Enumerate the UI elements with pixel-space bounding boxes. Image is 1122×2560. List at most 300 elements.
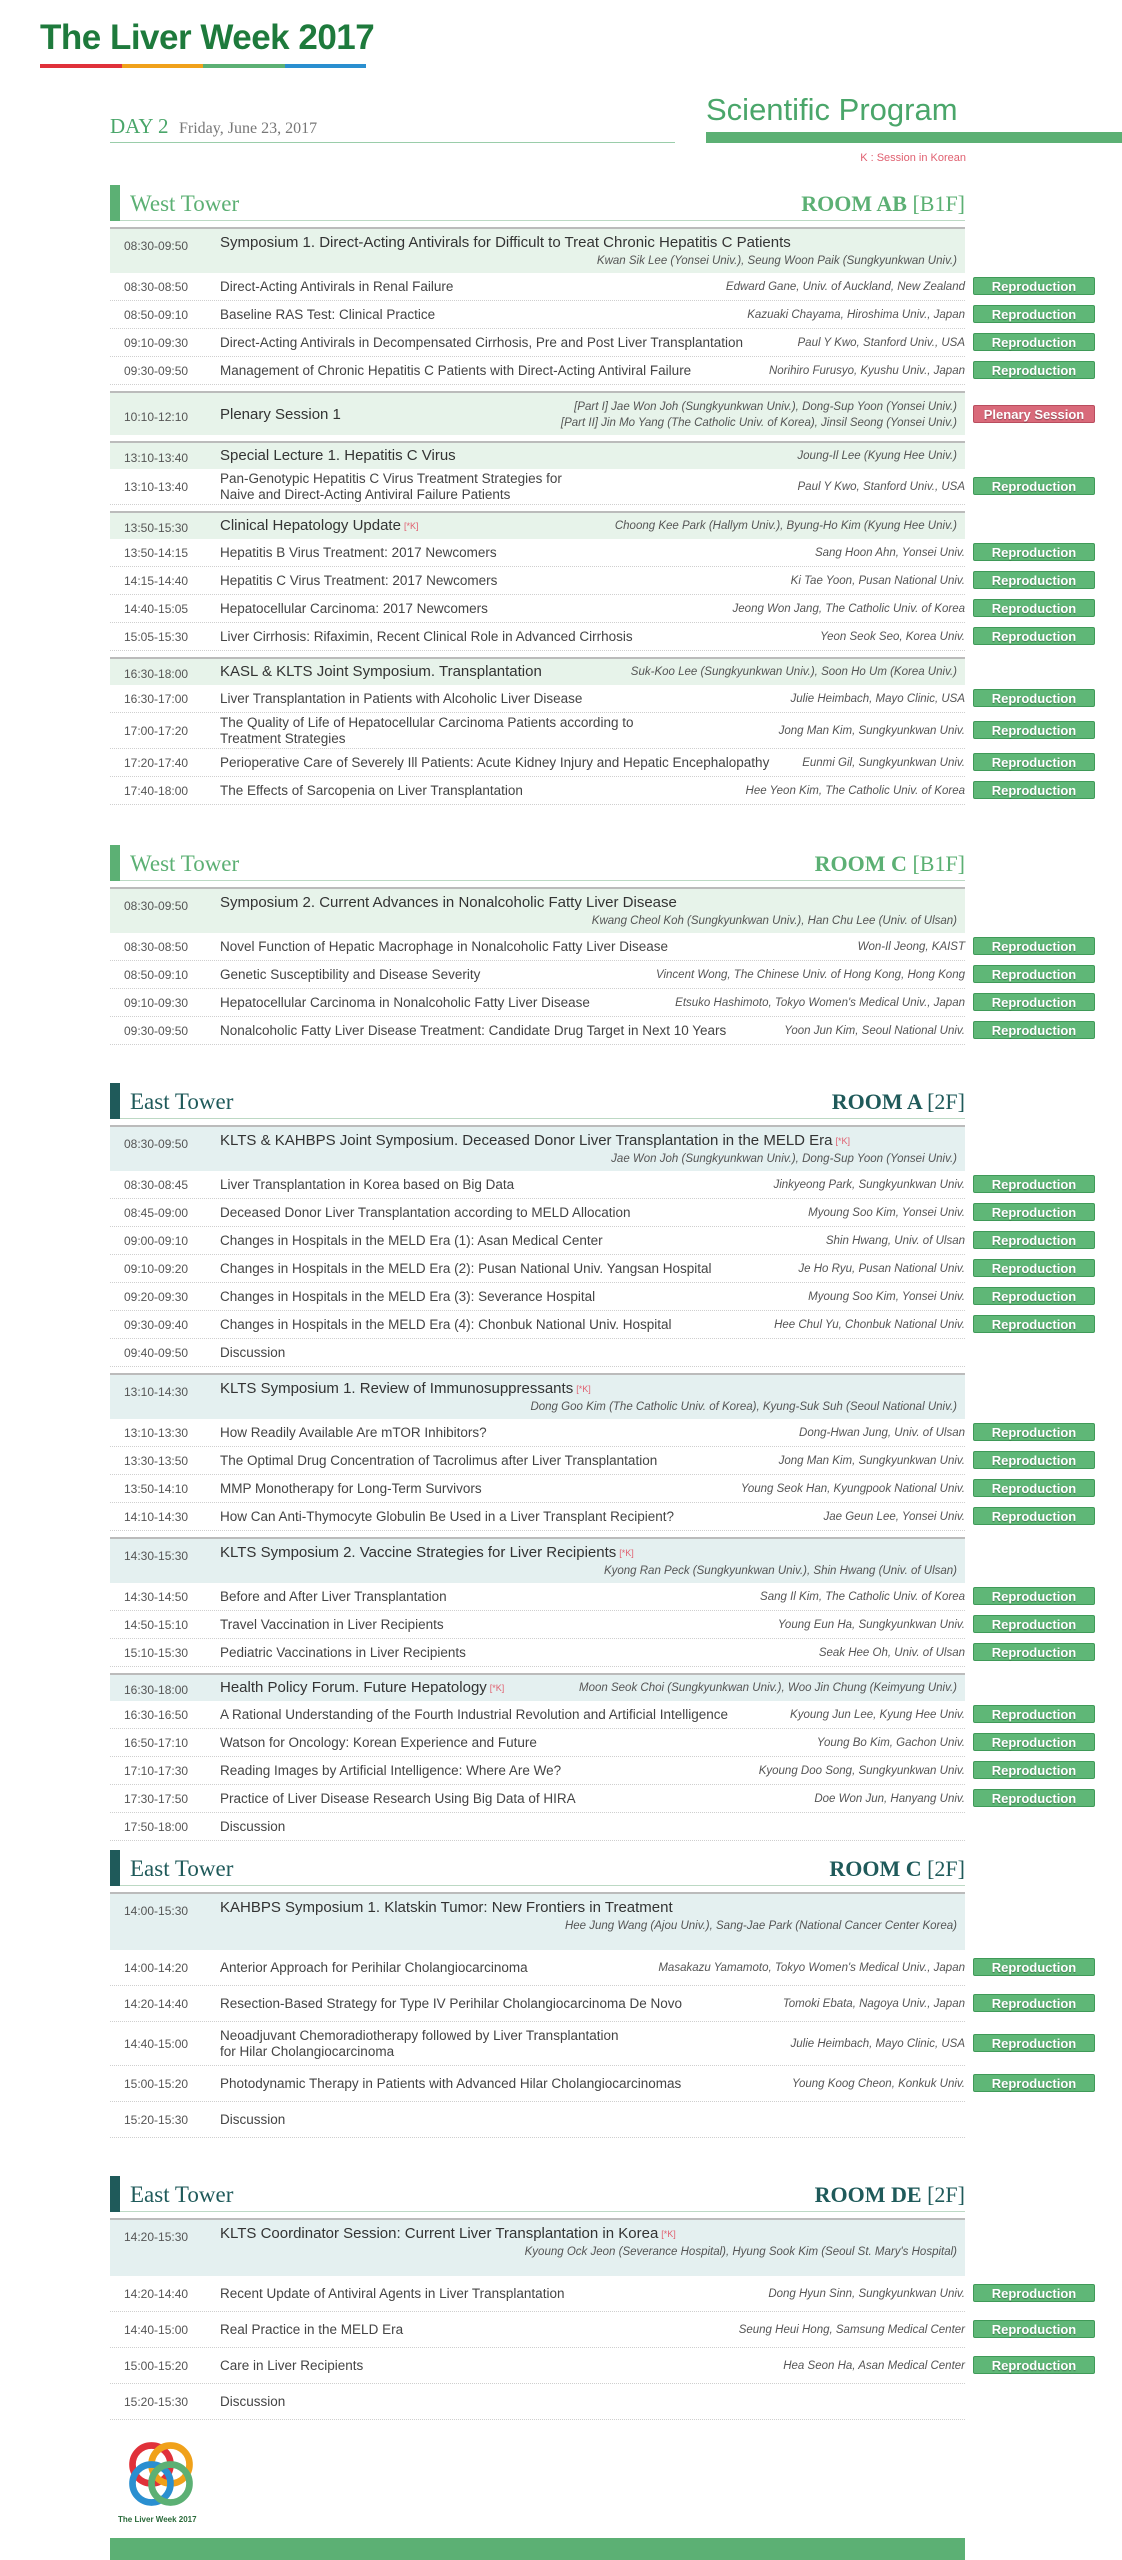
talk-row xyxy=(110,2066,1077,2102)
talk-time: 15:20-15:30 xyxy=(124,2112,189,2127)
talk-time: 14:20-14:40 xyxy=(124,1996,189,2011)
session-block xyxy=(110,227,1077,385)
talk-speaker: Sang Hoon Ahn, Yonsei Univ. xyxy=(814,546,965,559)
talk-speaker: Hee Chul Yu, Chonbuk National Univ. xyxy=(774,1318,965,1331)
talk-speaker: Hea Seon Ha, Asan Medical Center xyxy=(783,2359,965,2372)
talk-time: 14:40-15:00 xyxy=(124,2036,189,2051)
reproduction-button[interactable]: Reproduction xyxy=(973,1958,1095,1976)
session-block xyxy=(110,887,1077,1045)
talk-time: 14:00-14:20 xyxy=(124,1960,189,1975)
talk-title: Travel Vaccination in Liver Recipients xyxy=(220,1616,444,1632)
talk-title: Baseline RAS Test: Clinical Practice xyxy=(220,306,436,322)
day-label: DAY 2 xyxy=(110,114,169,138)
talk-title: Discussion xyxy=(220,2111,286,2127)
talk-row xyxy=(110,685,1077,713)
reproduction-button[interactable]: Reproduction xyxy=(973,993,1095,1011)
talk-title: Before and After Liver Transplantation xyxy=(220,1588,447,1604)
talk-time: 09:30-09:40 xyxy=(124,1317,189,1332)
day-heading xyxy=(110,114,675,143)
reproduction-button[interactable]: Reproduction xyxy=(973,1287,1095,1305)
program-section xyxy=(110,1850,1077,2138)
talk-row xyxy=(110,1785,1077,1813)
room-name: ROOM C xyxy=(829,1856,922,1881)
talk-row xyxy=(110,1199,1077,1227)
session-title: KAHBPS Symposium 1. Klatskin Tumor: New Frontiers in Treatment xyxy=(220,1899,673,1916)
talk-title: Discussion xyxy=(220,1344,286,1360)
section-marker xyxy=(110,845,120,881)
reproduction-button[interactable]: Reproduction xyxy=(973,2356,1095,2374)
talk-title: Real Practice in the MELD Era xyxy=(220,2321,404,2337)
talk-time: 15:00-15:20 xyxy=(124,2358,189,2373)
section-header xyxy=(110,2176,965,2212)
session-chairs: Jae Won Joh (Sungkyunkwan Univ.), Dong-Sup Yoon (Yonsei Univ.) xyxy=(611,1153,957,1165)
talk-time: 15:05-15:30 xyxy=(124,629,189,644)
talk-time: 15:10-15:30 xyxy=(124,1645,189,1660)
talk-row xyxy=(110,1171,1077,1199)
session-chairs: Hee Jung Wang (Ajou Univ.), Sang-Jae Park (National Cancer Center Korea) xyxy=(564,1920,957,1932)
reproduction-button[interactable]: Reproduction xyxy=(973,1615,1095,1633)
session-block xyxy=(110,657,1077,805)
section-room xyxy=(801,191,965,217)
chair-line: [Part II] Jin Mo Yang (The Catholic Univ. of Korea), Jinsil Seong (Yonsei Univ.) xyxy=(560,417,957,429)
talk-speaker: Paul Y Kwo, Stanford Univ., USA xyxy=(797,480,965,493)
session-time: 16:30-18:00 xyxy=(124,1683,189,1697)
talk-row xyxy=(110,539,1077,567)
session-header xyxy=(110,443,965,469)
room-name: ROOM DE xyxy=(814,2182,922,2207)
talk-speaker: Vincent Wong, The Chinese Univ. of Hong Kong, Hong Kong xyxy=(656,968,965,981)
talk-row xyxy=(110,2102,965,2138)
talk-time: 09:30-09:50 xyxy=(124,1023,189,1038)
talk-speaker: Ki Tae Yoon, Pusan National Univ. xyxy=(790,574,965,587)
event-title: The Liver Week 2017 xyxy=(40,18,375,57)
section-room xyxy=(815,2182,965,2208)
talk-title: The Optimal Drug Concentration of Tacrolimus after Liver Transplantation xyxy=(220,1452,658,1468)
talk-row xyxy=(110,273,1077,301)
talk-time: 09:10-09:20 xyxy=(124,1261,189,1276)
talk-row xyxy=(110,1701,1077,1729)
reproduction-button[interactable]: Reproduction xyxy=(973,305,1095,323)
room-floor: [B1F] xyxy=(912,851,965,876)
talk-title: Pediatric Vaccinations in Liver Recipients xyxy=(220,1644,466,1660)
talk-time: 08:30-08:50 xyxy=(124,279,189,294)
talk-title: Anterior Approach for Perihilar Cholangiocarcinoma xyxy=(220,1959,528,1975)
plenary-session-button[interactable]: Plenary Session xyxy=(973,405,1095,423)
talk-row xyxy=(110,1639,1077,1667)
program-title-bar xyxy=(706,132,1122,143)
section-room xyxy=(815,851,965,877)
talk-time: 09:20-09:30 xyxy=(124,1289,189,1304)
reproduction-button[interactable]: Reproduction xyxy=(973,1423,1095,1441)
talk-time: 13:50-14:10 xyxy=(124,1481,189,1496)
room-floor: [2F] xyxy=(927,1089,965,1114)
talk-title: Changes in Hospitals in the MELD Era (1): Asan Medical Center xyxy=(220,1232,603,1248)
talk-time: 14:15-14:40 xyxy=(124,573,189,588)
talk-time: 15:00-15:20 xyxy=(124,2076,189,2091)
talk-speaker: Hee Yeon Kim, The Catholic Univ. of Korea xyxy=(745,784,965,797)
reproduction-button[interactable]: Reproduction xyxy=(973,2320,1095,2338)
session-time: 13:10-13:40 xyxy=(124,451,189,465)
reproduction-button[interactable]: Reproduction xyxy=(973,1994,1095,2012)
talk-time: 09:00-09:10 xyxy=(124,1233,189,1248)
session-title-cell xyxy=(220,1900,965,1946)
talk-row xyxy=(110,713,1077,749)
reproduction-button[interactable]: Reproduction xyxy=(973,1259,1095,1277)
talk-time: 14:10-14:30 xyxy=(124,1509,189,1524)
talk-time: 17:20-17:40 xyxy=(124,755,189,770)
talk-speaker: Jinkyeong Park, Sungkyunkwan Univ. xyxy=(773,1178,965,1191)
talk-speaker: Young Eun Ha, Sungkyunkwan Univ. xyxy=(777,1618,965,1631)
session-block xyxy=(110,1892,1077,2138)
reproduction-button[interactable]: Reproduction xyxy=(973,333,1095,351)
talk-time: 16:30-17:00 xyxy=(124,691,189,706)
reproduction-button[interactable]: Reproduction xyxy=(973,1705,1095,1723)
talk-title: Neoadjuvant Chemoradiotherapy followed by Liver Transplantation for Hilar Cholangiocarcinoma xyxy=(220,2027,619,2059)
section-room xyxy=(832,1089,965,1115)
talk-time: 14:50-15:10 xyxy=(124,1617,189,1632)
reproduction-button[interactable]: Reproduction xyxy=(973,2284,1095,2302)
session-block xyxy=(110,391,1085,435)
talk-title: Pan-Genotypic Hepatitis C Virus Treatment Strategies for Naive and Direct-Acting Antiviral Failure Patients xyxy=(220,470,562,502)
section-marker xyxy=(110,1083,120,1119)
room-name: ROOM A xyxy=(831,1089,922,1114)
talk-title: Resection-Based Strategy for Type IV Perihilar Cholangiocarcinoma De Novo xyxy=(220,1995,682,2011)
talk-title: Perioperative Care of Severely Ill Patients: Acute Kidney Injury and Hepatic Encephalopathy xyxy=(220,754,770,770)
reproduction-button[interactable]: Reproduction xyxy=(973,361,1095,379)
talk-row xyxy=(110,1986,1077,2022)
reproduction-button[interactable]: Reproduction xyxy=(973,277,1095,295)
talk-speaker: Jong Man Kim, Sungkyunkwan Univ. xyxy=(778,724,965,737)
talk-title: Hepatocellular Carcinoma: 2017 Newcomers xyxy=(220,600,488,616)
talk-time: 14:30-14:50 xyxy=(124,1589,189,1604)
reproduction-button[interactable]: Reproduction xyxy=(973,1507,1095,1525)
talk-speaker: Norihiro Furusyo, Kyushu Univ., Japan xyxy=(768,364,965,377)
talk-row xyxy=(110,567,1077,595)
talk-row xyxy=(110,1339,965,1367)
talk-row xyxy=(110,329,1077,357)
talk-row xyxy=(110,2312,1077,2348)
session-chairs: Kwang Cheol Koh (Sungkyunkwan Univ.), Han Chu Lee (Univ. of Ulsan) xyxy=(591,915,957,927)
talk-time: 09:10-09:30 xyxy=(124,995,189,1010)
session-title-cell xyxy=(220,1545,965,1579)
talk-title: Deceased Donor Liver Transplantation according to MELD Allocation xyxy=(220,1204,631,1220)
session-title: KASL & KLTS Joint Symposium. Transplantation xyxy=(220,663,542,680)
reproduction-button[interactable]: Reproduction xyxy=(973,2074,1095,2092)
talk-time: 13:30-13:50 xyxy=(124,1453,189,1468)
session-time: 13:50-15:30 xyxy=(124,521,189,535)
talk-time: 08:30-08:45 xyxy=(124,1177,189,1192)
talk-time: 17:10-17:30 xyxy=(124,1763,189,1778)
talk-speaker: Seung Heui Hong, Samsung Medical Center xyxy=(738,2323,965,2336)
talk-title: A Rational Understanding of the Fourth Industrial Revolution and Artificial Intelligence xyxy=(220,1706,729,1722)
reproduction-button[interactable]: Reproduction xyxy=(973,1587,1095,1605)
session-block xyxy=(110,441,1077,505)
talk-row xyxy=(110,1419,1077,1447)
session-header xyxy=(110,1375,965,1419)
reproduction-button[interactable]: Reproduction xyxy=(973,599,1095,617)
session-time: 08:30-09:50 xyxy=(124,1137,189,1151)
session-header xyxy=(110,1127,965,1171)
talk-title: Discussion xyxy=(220,2393,286,2409)
korean-session-mark: [*K] xyxy=(403,521,419,531)
reproduction-button[interactable]: Reproduction xyxy=(973,721,1095,739)
session-title-cell xyxy=(220,1133,965,1167)
talk-time: 15:20-15:30 xyxy=(124,2394,189,2409)
talk-row xyxy=(110,749,1077,777)
logo-color-segment xyxy=(203,64,285,68)
reproduction-button[interactable]: Reproduction xyxy=(973,1733,1095,1751)
talk-speaker: Won-Il Jeong, KAIST xyxy=(857,940,965,953)
reproduction-button[interactable]: Reproduction xyxy=(973,1451,1095,1469)
session-chairs: Joung-Il Lee (Kyung Hee Univ.) xyxy=(797,450,957,462)
talk-speaker: Jeong Won Jang, The Catholic Univ. of Korea xyxy=(732,602,965,615)
talk-time: 14:20-14:40 xyxy=(124,2286,189,2301)
session-title: Plenary Session 1 xyxy=(220,406,341,423)
talk-row xyxy=(110,1017,1077,1045)
session-chairs: Kwan Sik Lee (Yonsei Univ.), Seung Woon Paik (Sungkyunkwan Univ.) xyxy=(596,255,957,267)
talk-row xyxy=(110,1611,1077,1639)
reproduction-button[interactable]: Reproduction xyxy=(973,1479,1095,1497)
session-block xyxy=(110,511,1077,651)
talk-speaker: Kazuaki Chayama, Hiroshima Univ., Japan xyxy=(747,308,965,321)
talk-row xyxy=(110,933,1077,961)
talk-row xyxy=(110,1283,1077,1311)
session-title-cell xyxy=(220,235,965,269)
session-time: 10:10-12:10 xyxy=(124,410,189,424)
session-header xyxy=(110,889,965,933)
section-header xyxy=(110,185,965,221)
talk-time: 16:30-16:50 xyxy=(124,1707,189,1722)
talk-speaker: Dong Hyun Sinn, Sungkyunkwan Univ. xyxy=(768,2287,965,2300)
talk-title: Photodynamic Therapy in Patients with Advanced Hilar Cholangiocarcinomas xyxy=(220,2075,682,2091)
talk-time: 17:50-18:00 xyxy=(124,1819,189,1834)
talk-row xyxy=(110,2276,1077,2312)
session-title-cell xyxy=(220,1381,965,1415)
session-header xyxy=(110,229,965,273)
session-chairs: Kyoung Ock Jeon (Severance Hospital), Hyung Sook Kim (Seoul St. Mary's Hospital) xyxy=(524,2246,957,2258)
session-chairs: Moon Seok Choi (Sungkyunkwan Univ.), Woo Jin Chung (Keimyung Univ.) xyxy=(579,1682,957,1694)
talk-speaker: Julie Heimbach, Mayo Clinic, USA xyxy=(790,692,965,705)
session-time: 13:10-14:30 xyxy=(124,1385,189,1399)
talk-speaker: Jae Geun Lee, Yonsei Univ. xyxy=(823,1510,965,1523)
talk-title: How Readily Available Are mTOR Inhibitors? xyxy=(220,1424,487,1440)
reproduction-button[interactable]: Reproduction xyxy=(973,2034,1095,2052)
session-header xyxy=(110,513,965,539)
program-section xyxy=(110,2176,1077,2420)
session-title: KLTS Symposium 1. Review of Immunosuppressants xyxy=(220,1380,574,1397)
session-chairs: Suk-Koo Lee (Sungkyunkwan Univ.), Soon Ho Um (Korea Univ.) xyxy=(630,666,957,678)
talk-row xyxy=(110,469,1077,505)
session-title-cell xyxy=(220,895,965,929)
reproduction-button[interactable]: Reproduction xyxy=(973,689,1095,707)
day-date: Friday, June 23, 2017 xyxy=(179,120,318,137)
reproduction-button[interactable]: Reproduction xyxy=(973,627,1095,645)
session-title-cell xyxy=(220,1680,965,1696)
talk-title: Hepatocellular Carcinoma in Nonalcoholic Fatty Liver Disease xyxy=(220,994,590,1010)
program-section xyxy=(110,845,1077,1045)
session-block xyxy=(110,1537,1077,1667)
talk-time: 16:50-17:10 xyxy=(124,1735,189,1750)
talk-speaker: Doe Won Jun, Hanyang Univ. xyxy=(814,1792,965,1805)
room-name: ROOM C xyxy=(814,851,907,876)
talk-title: Direct-Acting Antivirals in Decompensated Cirrhosis, Pre and Post Liver Transplantation xyxy=(220,334,743,350)
talk-speaker: Young Bo Kim, Gachon Univ. xyxy=(816,1736,965,1749)
logo-color-segment xyxy=(122,64,204,68)
reproduction-button[interactable]: Reproduction xyxy=(973,571,1095,589)
session-chairs: Kyong Ran Peck (Sungkyunkwan Univ.), Shin Hwang (Univ. of Ulsan) xyxy=(603,1565,957,1577)
talk-time: 09:10-09:30 xyxy=(124,335,189,350)
session-header xyxy=(110,659,965,685)
talk-row xyxy=(110,1255,1077,1283)
talk-row xyxy=(110,595,1077,623)
talk-speaker: Paul Y Kwo, Stanford Univ., USA xyxy=(797,336,965,349)
session-time: 16:30-18:00 xyxy=(124,667,189,681)
talk-time: 08:45-09:00 xyxy=(124,1205,189,1220)
talk-speaker: Seak Hee Oh, Univ. of Ulsan xyxy=(818,1646,965,1659)
talk-title: Hepatitis C Virus Treatment: 2017 Newcomers xyxy=(220,572,498,588)
reproduction-button[interactable]: Reproduction xyxy=(973,1175,1095,1193)
section-room xyxy=(829,1856,965,1882)
talk-speaker: Je Ho Ryu, Pusan National Univ. xyxy=(798,1262,965,1275)
talk-speaker: Kyoung Jun Lee, Kyung Hee Univ. xyxy=(790,1708,965,1721)
program-section xyxy=(110,185,1085,805)
section-tower: West Tower xyxy=(130,851,240,876)
talk-title: Genetic Susceptibility and Disease Severity xyxy=(220,966,481,982)
talk-time: 17:30-17:50 xyxy=(124,1791,189,1806)
room-floor: [2F] xyxy=(927,1856,965,1881)
session-header xyxy=(110,1894,965,1950)
session-title-cell xyxy=(220,2226,965,2272)
reproduction-button[interactable]: Reproduction xyxy=(973,753,1095,771)
session-block xyxy=(110,1125,1077,1367)
talk-time: 08:50-09:10 xyxy=(124,967,189,982)
footer-logo-text: The Liver Week 2017 xyxy=(118,2515,197,2524)
talk-speaker: Edward Gane, Univ. of Auckland, New Zealand xyxy=(725,280,965,293)
talk-time: 17:00-17:20 xyxy=(124,723,189,738)
session-block xyxy=(110,1673,1077,1841)
talk-time: 17:40-18:00 xyxy=(124,783,189,798)
talk-title: Recent Update of Antiviral Agents in Liver Transplantation xyxy=(220,2285,565,2301)
talk-title: MMP Monotherapy for Long-Term Survivors xyxy=(220,1480,482,1496)
reproduction-button[interactable]: Reproduction xyxy=(973,1643,1095,1661)
session-block xyxy=(110,2218,1077,2420)
logo-color-segment xyxy=(285,64,367,68)
reproduction-button[interactable]: Reproduction xyxy=(973,1761,1095,1779)
section-tower: West Tower xyxy=(130,191,240,216)
reproduction-button[interactable]: Reproduction xyxy=(973,1203,1095,1221)
talk-time: 13:10-13:30 xyxy=(124,1425,189,1440)
session-title: KLTS & KAHBPS Joint Symposium. Deceased Donor Liver Transplantation in the MELD Era xyxy=(220,1132,833,1149)
section-marker xyxy=(110,1850,120,1886)
talk-row xyxy=(110,1757,1077,1785)
talk-title: Hepatitis B Virus Treatment: 2017 Newcomers xyxy=(220,544,497,560)
program-section xyxy=(110,1083,1077,1841)
section-marker xyxy=(110,185,120,221)
talk-row xyxy=(110,1729,1077,1757)
logo-color-segment xyxy=(40,64,122,68)
reproduction-button[interactable]: Reproduction xyxy=(973,937,1095,955)
talk-row xyxy=(110,989,1077,1017)
talk-title: Liver Transplantation in Patients with Alcoholic Liver Disease xyxy=(220,690,583,706)
talk-row xyxy=(110,357,1077,385)
talk-title: Nonalcoholic Fatty Liver Disease Treatment: Candidate Drug Target in Next 10 Years xyxy=(220,1022,727,1038)
talk-row xyxy=(110,1583,1077,1611)
section-marker xyxy=(110,2176,120,2212)
talk-row xyxy=(110,1227,1077,1255)
session-chairs xyxy=(561,399,957,431)
talk-title: Liver Transplantation in Korea based on Big Data xyxy=(220,1176,515,1192)
korean-session-mark: [*K] xyxy=(661,2229,676,2239)
session-header xyxy=(110,1675,965,1701)
talk-row xyxy=(110,1447,1077,1475)
talk-title: Novel Function of Hepatic Macrophage in Nonalcoholic Fatty Liver Disease xyxy=(220,938,668,954)
korean-session-mark: [*K] xyxy=(489,1683,505,1693)
talk-time: 13:50-14:15 xyxy=(124,545,189,560)
talk-row xyxy=(110,2384,965,2420)
reproduction-button[interactable]: Reproduction xyxy=(973,1789,1095,1807)
session-chairs: Choong Kee Park (Hallym Univ.), Byung-Ho Kim (Kyung Hee Univ.) xyxy=(614,520,957,532)
talk-title: Changes in Hospitals in the MELD Era (3): Severance Hospital xyxy=(220,1288,596,1304)
session-title: Special Lecture 1. Hepatitis C Virus xyxy=(220,447,456,464)
reproduction-button[interactable]: Reproduction xyxy=(973,1315,1095,1333)
talk-time: 13:10-13:40 xyxy=(124,479,189,494)
session-header xyxy=(110,2220,965,2276)
talk-title: Liver Cirrhosis: Rifaximin, Recent Clinical Role in Advanced Cirrhosis xyxy=(220,628,633,644)
talk-speaker: Tomoki Ebata, Nagoya Univ., Japan xyxy=(782,1997,965,2010)
talk-row xyxy=(110,301,1077,329)
section-tower: East Tower xyxy=(130,1856,234,1881)
logo-color-bar xyxy=(40,64,366,68)
reproduction-button[interactable]: Reproduction xyxy=(973,477,1095,495)
session-time: 14:20-15:30 xyxy=(124,2230,189,2244)
talk-speaker: Julie Heimbach, Mayo Clinic, USA xyxy=(790,2037,965,2050)
section-header xyxy=(110,845,965,881)
reproduction-button[interactable]: Reproduction xyxy=(973,965,1095,983)
session-block xyxy=(110,1373,1077,1531)
talk-row xyxy=(110,1475,1077,1503)
talk-title: How Can Anti-Thymocyte Globulin Be Used in a Liver Transplant Recipient? xyxy=(220,1508,674,1524)
session-title-cell xyxy=(220,399,965,431)
talk-speaker: Jong Man Kim, Sungkyunkwan Univ. xyxy=(778,1454,965,1467)
talk-time: 08:30-08:50 xyxy=(124,939,189,954)
reproduction-button[interactable]: Reproduction xyxy=(973,781,1095,799)
talk-row xyxy=(110,1311,1077,1339)
talk-speaker: Dong-Hwan Jung, Univ. of Ulsan xyxy=(799,1426,965,1439)
session-title: Symposium 1. Direct-Acting Antivirals for Difficult to Treat Chronic Hepatitis C Patients xyxy=(220,234,791,251)
korean-session-mark: [*K] xyxy=(835,1136,851,1146)
korean-session-note: K : Session in Korean xyxy=(860,152,966,164)
section-header xyxy=(110,1850,965,1886)
talk-time: 14:40-15:05 xyxy=(124,601,189,616)
talk-speaker: Young Seok Han, Kyungpook National Univ. xyxy=(740,1482,965,1495)
talk-speaker: Sang Il Kim, The Catholic Univ. of Korea xyxy=(760,1590,965,1603)
liver-week-logo-icon xyxy=(123,2436,199,2512)
session-time: 14:30-15:30 xyxy=(124,1549,189,1563)
talk-time: 08:50-09:10 xyxy=(124,307,189,322)
talk-row xyxy=(110,1503,1077,1531)
session-title-cell xyxy=(220,664,965,680)
talk-row xyxy=(110,1813,965,1841)
talk-title: Practice of Liver Disease Research Using Big Data of HIRA xyxy=(220,1790,576,1806)
talk-row xyxy=(110,961,1077,989)
talk-speaker: Yoon Jun Kim, Seoul National Univ. xyxy=(784,1024,965,1037)
reproduction-button[interactable]: Reproduction xyxy=(973,1231,1095,1249)
reproduction-button[interactable]: Reproduction xyxy=(973,543,1095,561)
reproduction-button[interactable]: Reproduction xyxy=(973,1021,1095,1039)
talk-speaker: Young Koog Cheon, Konkuk Univ. xyxy=(791,2077,965,2090)
section-header xyxy=(110,1083,965,1119)
talk-title: Management of Chronic Hepatitis C Patients with Direct-Acting Antiviral Failure xyxy=(220,362,692,378)
